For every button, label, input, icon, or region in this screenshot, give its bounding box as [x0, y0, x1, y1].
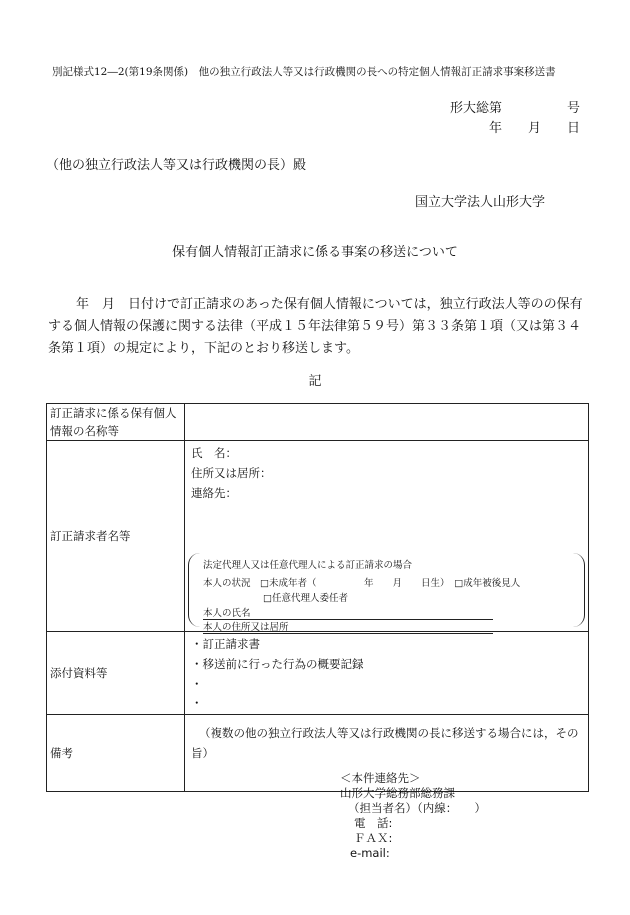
contact-person: （担当者名）（内線： ） — [348, 801, 486, 815]
attachment-item: ・移送前に行った行為の概要記録 — [191, 657, 364, 671]
contact-tel: 電 話: — [354, 816, 393, 830]
contact-block — [340, 771, 486, 861]
row-value-info-name — [185, 404, 589, 441]
proxy-bracket — [188, 553, 585, 633]
row-label-info-name: 訂正請求に係る保有個人情報の名称等 — [47, 404, 185, 441]
proxy-heading: 法定代理人又は任意代理人による訂正請求の場合 — [203, 560, 413, 571]
table-row — [47, 404, 589, 441]
row-label-remarks: 備考 — [47, 715, 185, 792]
attachment-item: ・訂正請求書 — [191, 637, 260, 651]
ki-heading: 記 — [308, 374, 322, 389]
requester-contact: 連絡先： — [191, 486, 237, 500]
requester-name: 氏 名： — [191, 446, 237, 460]
document-title: 保有個人情報訂正請求に係る事案の移送について — [172, 245, 458, 260]
document-number: 形大総第 号 — [449, 101, 580, 116]
body-text: 年 月 日付けで訂正請求のあった保有個人情報については，独立行政法人等のの保有する個人情報の保護に関する法律（平成１５年法律第５９号）第３３条第１項（又は第３４条第１項）の規定により，下記のとおり移送します。 — [48, 297, 583, 356]
requester-address: 住所又は居所： — [191, 466, 272, 480]
form-header: 別記様式12―2(第19条関係) 他の独立行政法人等又は行政機関の長への特定個人情報訂正請求事案移送書 — [52, 66, 556, 78]
table-row — [47, 441, 589, 632]
table-row — [47, 715, 589, 792]
transfer-table — [46, 403, 589, 792]
row-value-requester — [185, 441, 589, 632]
contact-heading: ＜本件連絡先＞ — [340, 771, 421, 785]
row-label-requester: 訂正請求者名等 — [47, 441, 185, 632]
person-name: 本人の氏名 — [203, 605, 493, 620]
proxy-option: □任意代理人委任者 — [263, 593, 348, 604]
person-address: 本人の住所又は居所 — [203, 619, 493, 634]
remark-text: （複数の他の独立行政法人等又は行政機関の長に移送する場合には，その旨） — [191, 726, 579, 760]
attachment-item: ・ — [191, 677, 203, 691]
attachment-item: ・ — [191, 696, 203, 710]
row-value-attachments — [185, 632, 589, 715]
contact-email: e-mail: — [350, 846, 390, 860]
sender: 国立大学法人山形大学 — [414, 195, 545, 210]
contact-department: 山形大学総務部総務課 — [340, 786, 455, 800]
table-row — [47, 632, 589, 715]
addressee: （他の独立行政法人等又は行政機関の長）殿 — [46, 158, 307, 173]
document-date: 年 月 日 — [488, 121, 580, 136]
row-label-attachments: 添付資料等 — [47, 632, 185, 715]
person-status: 本人の状況 □未成年者（ 年 月 日生） □成年被後見人 — [203, 578, 521, 589]
contact-fax: ＦＡＸ: — [354, 831, 393, 845]
